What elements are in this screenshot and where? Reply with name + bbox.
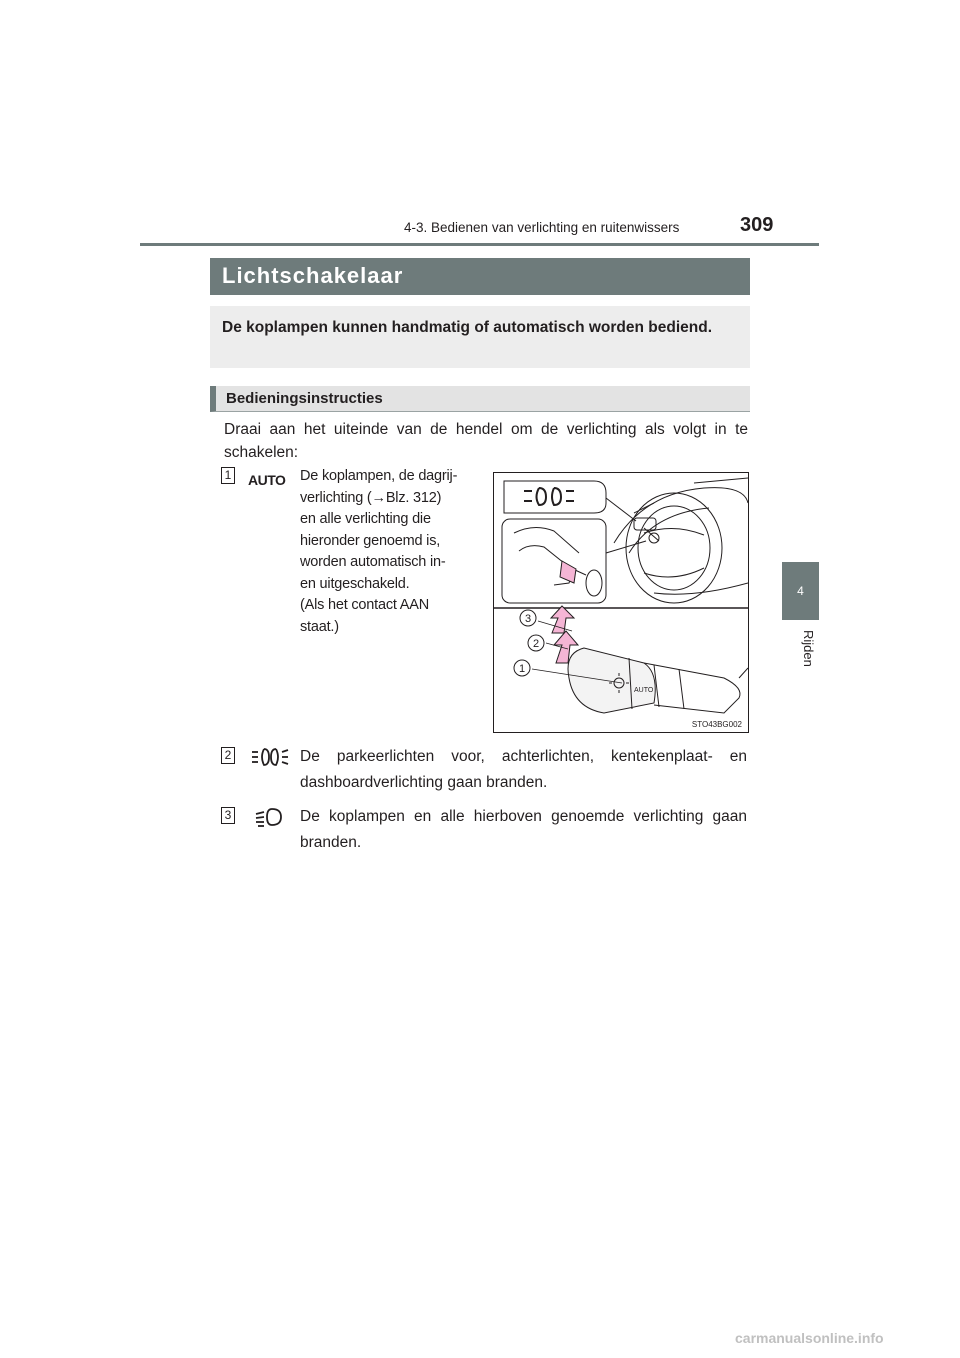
item-1-line: De koplampen, de dagrij- [300,468,458,484]
item-2-number: 2 [221,747,235,764]
item-1-line: (Als het contact AAN [300,597,429,613]
header-rule [140,243,819,246]
intro-box: De koplampen kunnen handmatig of automatisch worden bediend. [210,306,750,368]
item-1-line: verlichting (→Blz. 312) [300,489,442,506]
figure-code: STO43BG002 [691,720,742,729]
watermark: carmanualsonline.info [735,1330,884,1346]
item-1-line: worden automatisch in- [300,554,446,570]
instruction-text: Draai aan het uiteinde van de hendel om de verlichting als volgt in te schakelen: [224,421,748,461]
item-1-line: staat.) [300,618,339,635]
chapter-number: 4 [797,584,804,598]
item-1-line: hieronder genoemd is, [300,532,441,549]
item-3-text: De koplampen en alle hierboven genoemde verlichting gaan branden. [300,808,747,851]
section-title: Lichtschakelaar [210,258,750,295]
page-number: 309 [740,214,774,236]
chapter-label: Rijden [801,630,816,667]
running-header: 4-3. Bedienen van verlichting en ruitenwissers [404,220,680,235]
item-1-number: 1 [221,467,235,484]
callout-3: 3 [524,613,532,625]
headlight-icon [254,806,284,833]
light-switch-illustration [493,472,749,733]
light-switch-drawing [494,473,748,732]
item-1-line: en alle verlichting die [300,511,431,527]
chapter-tab [782,562,819,620]
item-2-text: De parkeerlichten voor, achterlichten, kentekenplaat- en dashboardverlichting gaan branden. [300,748,747,791]
item-3-number: 3 [221,807,235,824]
auto-icon: AUTO [248,472,286,488]
callout-2: 2 [532,638,540,650]
callout-1: 1 [518,663,526,675]
item-1-line: en uitgeschakeld. [300,575,410,592]
switch-auto-label: AUTO [634,687,654,694]
subsection-title: Bedieningsinstructies [210,386,750,412]
parking-lights-icon [250,746,290,773]
item-1-text [300,466,472,638]
